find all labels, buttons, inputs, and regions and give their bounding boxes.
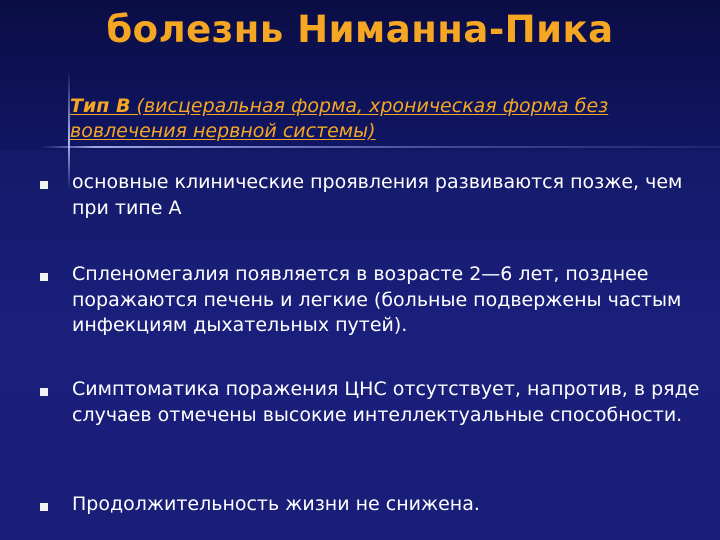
square-bullet-icon [40,388,48,396]
slide-title: болезнь Ниманна-Пика [106,8,614,51]
square-bullet-icon [40,181,48,189]
bullet-text: основные клинические проявления развиваются позже, чем при типе А [72,171,683,219]
decorative-horizontal-line [40,146,720,148]
bullet-text: Спленомегалия появляется в возрасте 2—6 лет, позднее поражаются печень и легкие (больные подвержены частым инфекциям дыхательных путей). [72,263,682,336]
subtitle-type-label: Тип В [70,95,131,117]
bullet-text: Симптоматика поражения ЦНС отсутствует, напротив, в ряде случаев отмечены высокие интеллектуальные способности. [72,378,700,426]
square-bullet-icon [40,503,48,511]
bullet-text: Продолжительность жизни не снижена. [72,493,480,515]
square-bullet-icon [40,273,48,281]
subtitle-description: (висцеральная форма, хроническая форма без вовлечения нервной системы) [70,95,609,142]
slide-subtitle [70,94,680,144]
